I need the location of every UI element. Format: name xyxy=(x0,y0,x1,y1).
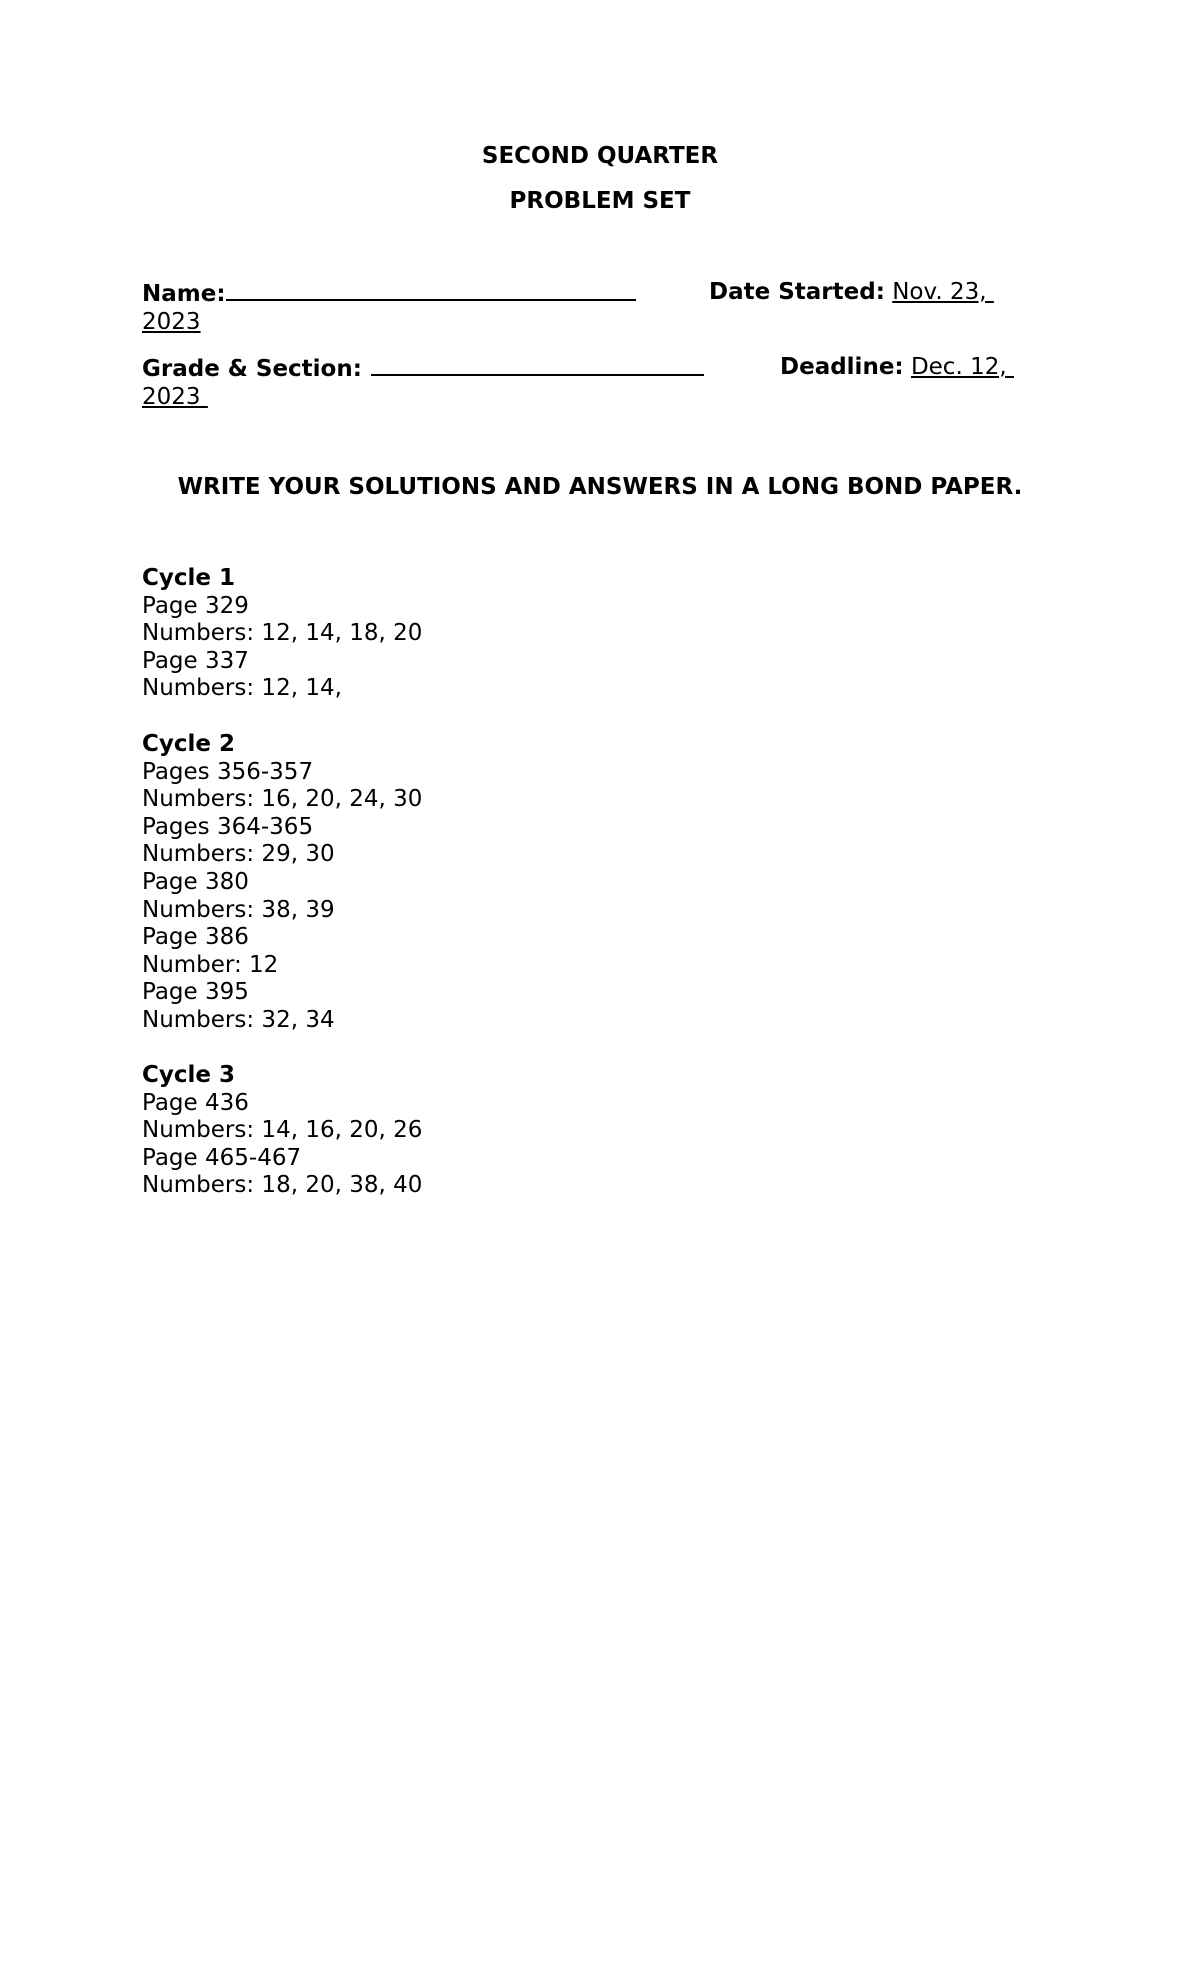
list-item: Pages 364-365 xyxy=(142,813,314,840)
list-item: Page 337 xyxy=(142,647,249,674)
date-started-label: Date Started: xyxy=(709,279,885,305)
list-item: Page 380 xyxy=(142,868,249,895)
grade-section-blank-line[interactable] xyxy=(371,352,704,376)
cycle-heading: Cycle 1 xyxy=(142,565,235,591)
list-item: Numbers: 12, 14, xyxy=(142,675,342,702)
cycle-1-section xyxy=(142,565,422,703)
list-item: Numbers: 14, 16, 20, 26 xyxy=(142,1117,423,1144)
list-item: Numbers: 32, 34 xyxy=(142,1006,335,1033)
list-item: Numbers: 29, 30 xyxy=(142,841,335,868)
instruction-text: WRITE YOUR SOLUTIONS AND ANSWERS IN A LONG BOND PAPER. xyxy=(177,474,1023,500)
title-line-2: PROBLEM SET xyxy=(509,188,691,214)
grade-deadline-row xyxy=(142,352,1062,384)
name-blank-line[interactable] xyxy=(226,277,636,301)
list-item: Pages 356-357 xyxy=(142,758,314,785)
deadline-value: Dec. 12, xyxy=(910,354,1007,380)
cycle-2-section xyxy=(142,731,422,1035)
list-item: Number: 12 xyxy=(142,951,279,978)
list-item: Page 395 xyxy=(142,979,249,1006)
deadline-label: Deadline: xyxy=(780,354,904,380)
cycle-heading: Cycle 2 xyxy=(142,731,235,757)
list-item: Numbers: 18, 20, 38, 40 xyxy=(142,1172,423,1199)
name-date-row xyxy=(142,277,1062,309)
list-item: Page 386 xyxy=(142,924,249,951)
grade-section-label: Grade & Section: xyxy=(142,356,362,382)
cycle-3-section xyxy=(142,1062,422,1200)
title-line-1: SECOND QUARTER xyxy=(481,143,719,169)
list-item: Numbers: 38, 39 xyxy=(142,896,335,923)
deadline-value-wrap: 2023 xyxy=(142,384,201,410)
list-item: Numbers: 12, 14, 18, 20 xyxy=(142,620,423,647)
date-started-value-wrap: 2023 xyxy=(142,309,201,335)
date-started-value: Nov. 23, xyxy=(892,279,987,305)
list-item: Page 436 xyxy=(142,1089,249,1116)
list-item: Numbers: 16, 20, 24, 30 xyxy=(142,786,423,813)
date-started-group xyxy=(709,277,994,307)
list-item: Page 329 xyxy=(142,592,249,619)
deadline-group xyxy=(780,352,1014,382)
list-item: Page 465-467 xyxy=(142,1144,302,1171)
cycle-heading: Cycle 3 xyxy=(142,1062,235,1088)
name-label: Name: xyxy=(142,281,226,307)
